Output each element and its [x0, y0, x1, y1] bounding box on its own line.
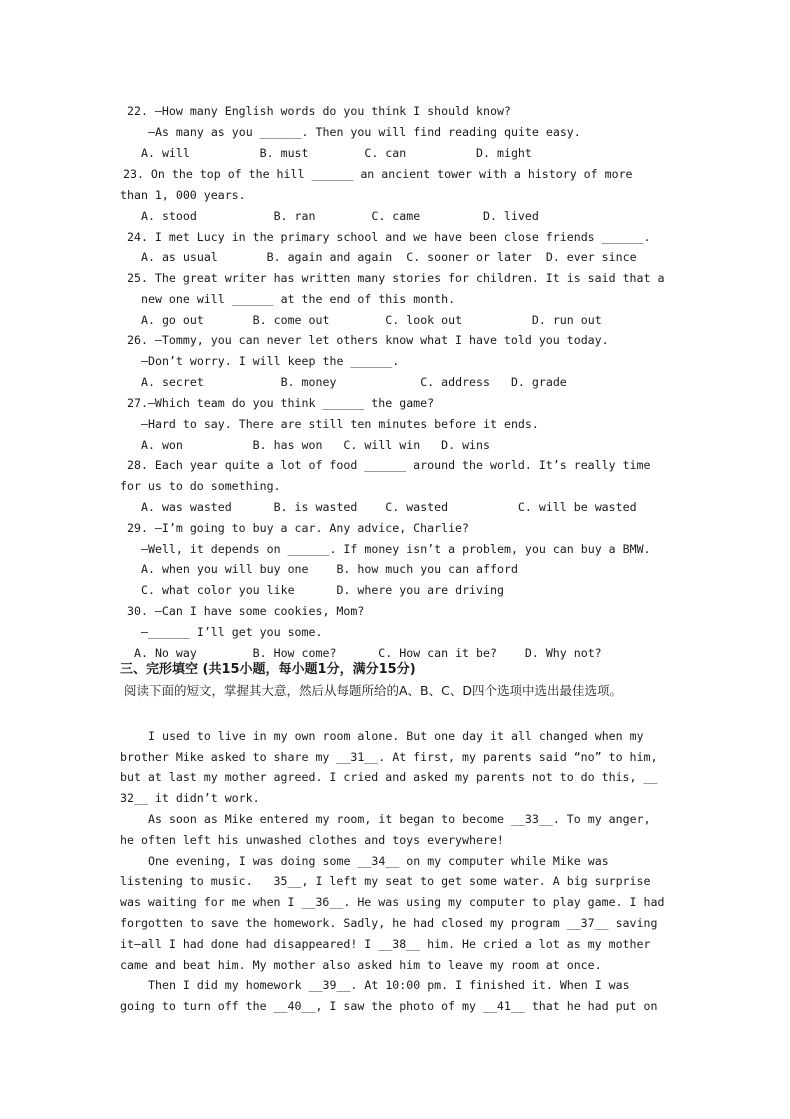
- q30-question: 30. —Can I have some cookies, Mom?: [127, 604, 365, 618]
- passage-line: was waiting for me when I __36__. He was using my computer to play game. I had: [120, 895, 665, 909]
- section-3-instruction: 阅读下面的短文，掌握其大意，然后从每题所给的A、B、C、D四个选项中选出最佳选项。: [124, 683, 622, 698]
- q27-options: A. won B. has won C. will win D. wins: [141, 438, 491, 452]
- q29-question: 29. —I’m going to buy a car. Any advice, Charlie?: [127, 521, 470, 535]
- q29-answer: —Well, it depends on ______. If money isn’t a problem, you can buy a BMW.: [141, 542, 651, 556]
- passage-line: As soon as Mike entered my room, it began to become __33__. To my anger,: [148, 812, 651, 826]
- q22-options: A. will B. must C. can D. might: [141, 146, 532, 160]
- q26-question: 26. —Tommy, you can never let others know what I have told you today.: [127, 333, 609, 347]
- passage-line: came and beat him. My mother also asked him to leave my room at once.: [120, 958, 602, 972]
- section-3-heading: 三、完形填空 (共15小题，每小题1分，满分15分): [120, 662, 416, 677]
- passage-line: going to turn off the __40__, I saw the photo of my __41__ that he had put on: [120, 999, 658, 1013]
- q24-question: 24. I met Lucy in the primary school and we have been close friends ______.: [127, 230, 651, 244]
- passage-line: listening to music. 35__, I left my seat to get some water. A big surprise: [120, 874, 651, 888]
- q29-options-line-2: C. what color you like D. where you are driving: [141, 583, 504, 597]
- q27-question: 27.—Which team do you think ______ the game?: [127, 396, 435, 410]
- q25-options: A. go out B. come out C. look out D. run out: [141, 313, 602, 327]
- passage-line: it—all I had done had disappeared! I __38__ him. He cried a lot as my mother: [120, 937, 651, 951]
- passage-line: One evening, I was doing some __34__ on my computer while Mike was: [148, 854, 609, 868]
- q30-options: A. No way B. How come? C. How can it be? D. Why not?: [134, 646, 602, 660]
- q26-answer: —Don’t worry. I will keep the ______.: [141, 354, 400, 368]
- passage-line: forgotten to save the homework. Sadly, he had closed my program __37__ saving: [120, 916, 658, 930]
- q28-question-line-2: for us to do something.: [120, 479, 281, 493]
- q25-question-line-2: new one will ______ at the end of this month.: [141, 292, 456, 306]
- q23-question-line-2: than 1, 000 years.: [120, 188, 246, 202]
- q24-options: A. as usual B. again and again C. sooner or later D. ever since: [141, 250, 637, 264]
- q23-question-line-1: 23. On the top of the hill ______ an ancient tower with a history of more: [123, 167, 633, 181]
- passage-line: he often left his unwashed clothes and toys everywhere!: [120, 833, 504, 847]
- passage-line: but at last my mother agreed. I cried and asked my parents not to do this, __: [120, 770, 658, 784]
- passage-line: brother Mike asked to share my __31__. At first, my parents said “no” to him,: [120, 750, 658, 764]
- q23-options: A. stood B. ran C. came D. lived: [141, 209, 539, 223]
- passage-line: I used to live in my own room alone. But one day it all changed when my: [148, 729, 644, 743]
- q29-options-line-1: A. when you will buy one B. how much you can afford: [141, 562, 518, 576]
- q22-answer: —As many as you ______. Then you will find reading quite easy.: [148, 125, 581, 139]
- q25-question-line-1: 25. The great writer has written many stories for children. It is said that a: [127, 271, 665, 285]
- q30-answer: —______ I’ll get you some.: [141, 625, 323, 639]
- passage-line: Then I did my homework __39__. At 10:00 pm. I finished it. When I was: [148, 978, 630, 992]
- q28-question-line-1: 28. Each year quite a lot of food ______ around the world. It’s really time: [127, 458, 651, 472]
- q22-question: 22. —How many English words do you think I should know?: [127, 104, 511, 118]
- q28-options: A. was wasted B. is wasted C. wasted C. will be wasted: [141, 500, 637, 514]
- q26-options: A. secret B. money C. address D. grade: [141, 375, 567, 389]
- q27-answer: —Hard to say. There are still ten minutes before it ends.: [141, 417, 539, 431]
- passage-line: 32__ it didn’t work.: [120, 791, 260, 805]
